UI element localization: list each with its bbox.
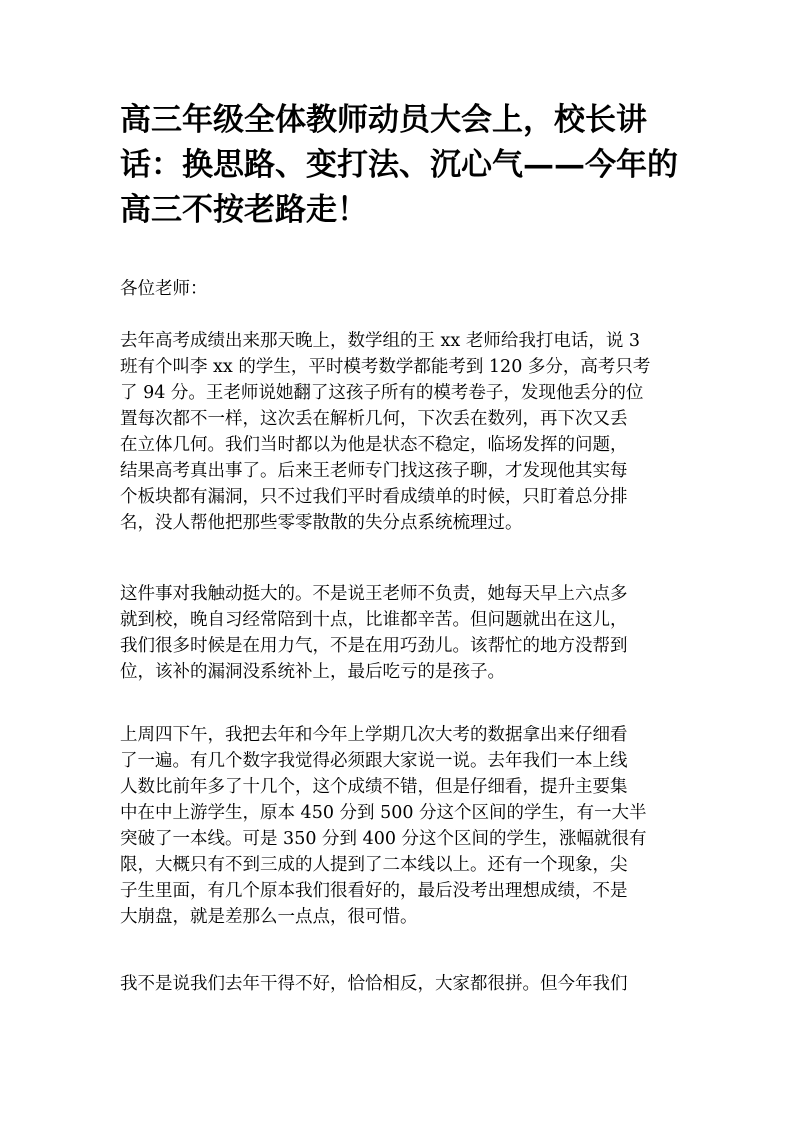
text-line: 人数比前年多了十几个，这个成绩不错，但是仔细看，提升主要集: [120, 777, 628, 797]
text-line: 中在中上游学生，原本 450 分到 500 分这个区间的学生，有一大半: [120, 803, 647, 823]
text-line: 突破了一本线。可是 350 分到 400 分这个区间的学生，涨幅就很有: [120, 829, 647, 849]
text-line: 了一遍。有几个数字我觉得必须跟大家说一说。去年我们一本上线: [120, 751, 628, 771]
text-line: 上周四下午，我把去年和今年上学期几次大考的数据拿出来仔细看: [120, 725, 628, 745]
paragraph-2: [120, 581, 680, 685]
greeting: [120, 276, 680, 302]
text-line: 限，大概只有不到三成的人提到了二本线以上。还有一个现象，尖: [120, 855, 628, 875]
text-line: 大崩盘，就是差那么一点点，很可惜。: [120, 907, 418, 927]
text-line: 置每次都不一样，这次丢在解析几何，下次丢在数列，再下次又丢: [120, 409, 628, 429]
text-line: 子生里面，有几个原本我们很看好的，最后没考出理想成绩，不是: [120, 881, 628, 901]
text-line: 了 94 分。王老师说她翻了这孩子所有的模考卷子，发现他丢分的位: [120, 383, 644, 403]
text-line: 我不是说我们去年干得不好，恰恰相反，大家都很拼。但今年我们: [120, 974, 628, 994]
text-line: 就到校，晚自习经常陪到十点，比谁都辛苦。但问题就出在这儿，: [120, 610, 628, 630]
text-line: 班有个叫李 xx 的学生，平时模考数学都能考到 120 多分，高考只考: [120, 357, 651, 377]
text-line: 我们很多时候是在用力气，不是在用巧劲儿。该帮忙的地方没帮到: [120, 636, 628, 656]
title-line: 高三不按老路走！: [120, 192, 368, 228]
paragraph-3: [120, 722, 680, 930]
document-title: [120, 98, 680, 233]
text-line: 在立体几何。我们当时都以为他是状态不稳定，临场发挥的问题，: [120, 435, 628, 455]
text-line: 结果高考真出事了。后来王老师专门找这孩子聊，才发现他其实每: [120, 461, 628, 481]
paragraph-1: [120, 328, 680, 536]
title-line: 话：换思路、变打法、沉心气——今年的: [120, 147, 678, 183]
text-line: 名，没人帮他把那些零零散散的失分点系统梳理过。: [120, 513, 523, 533]
text-line: 个板块都有漏洞，只不过我们平时看成绩单的时候，只盯着总分排: [120, 487, 628, 507]
title-line: 高三年级全体教师动员大会上，校长讲: [120, 102, 647, 138]
paragraph-4: [120, 971, 680, 997]
text-line: 这件事对我触动挺大的。不是说王老师不负责，她每天早上六点多: [120, 584, 628, 604]
greeting-text: 各位老师：: [120, 279, 208, 299]
text-line: 去年高考成绩出来那天晚上，数学组的王 xx 老师给我打电话，说 3: [120, 331, 641, 351]
text-line: 位，该补的漏洞没系统补上，最后吃亏的是孩子。: [120, 662, 505, 682]
